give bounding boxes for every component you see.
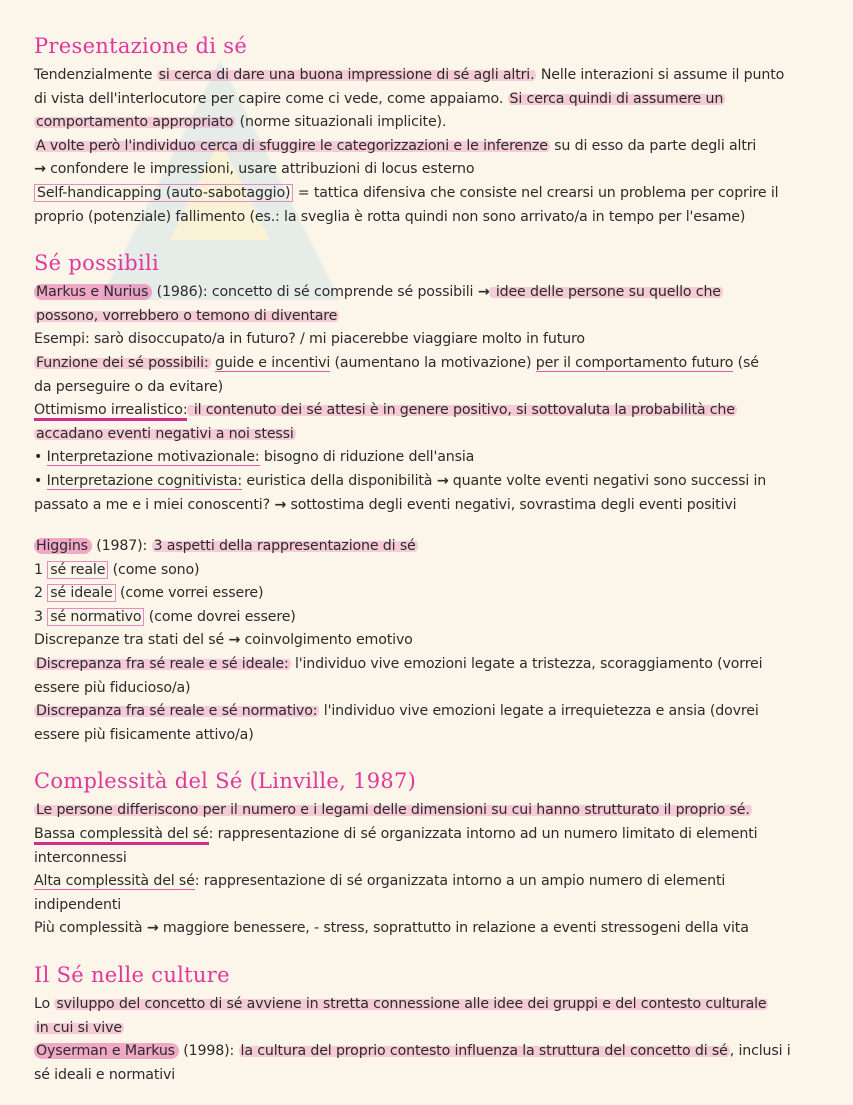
list-number: 2 [34, 585, 48, 602]
text: euristica della disponibilità [242, 472, 437, 489]
bullet: • [34, 449, 47, 466]
text-line [34, 917, 824, 941]
section-title: Sé possibili [34, 251, 160, 276]
highlight: Le persone differiscono per il numero e i legami delle dimensioni su cui hanno strutturato il proprio sé. [36, 802, 750, 819]
text-line: indipendenti [34, 896, 122, 913]
section-title: Complessità del Sé (Linville, 1987) [34, 769, 417, 794]
text-line [34, 64, 824, 88]
text-line: da perseguire o da evitare) [34, 378, 224, 395]
underlined-term: per il comportamento futuro [535, 354, 734, 371]
section-culture [34, 959, 824, 1087]
text-line [34, 494, 824, 518]
text: quante volte eventi negativi sono successi in [448, 472, 767, 489]
text: su di esso da parte degli altri [549, 137, 757, 154]
text: (sé [733, 354, 759, 371]
text-line [34, 446, 824, 470]
text-line [34, 582, 824, 606]
text-line: proprio (potenziale) fallimento (es.: la sveglia è rotta quindi non sono arrivato/a in tempo per l'esame) [34, 208, 746, 225]
highlight: comportamento appropriato [36, 114, 234, 131]
text-line [34, 606, 824, 630]
section-title: Presentazione di sé [34, 34, 248, 58]
arrow-icon: → [477, 284, 490, 301]
text: l'individuo vive emozioni legate a irrequietezza e ansia (dovrei [319, 703, 759, 720]
underlined-term: guide e incentivi [214, 354, 331, 371]
underlined-term: Bassa complessità del sé [34, 826, 209, 845]
text: Discrepanze tra stati del sé [34, 632, 229, 649]
text: = tattica difensiva che consiste nel crearsi un problema per coprire il [293, 184, 779, 201]
text-line [34, 182, 824, 206]
text: confondere le impressioni, usare attribuzioni di locus esterno [45, 161, 475, 178]
text-line [34, 1040, 824, 1064]
highlight: accadano eventi negativi a noi stessi [36, 425, 294, 442]
text: Nelle interazioni si assume il punto [536, 67, 785, 83]
text: l'individuo vive emozioni legate a tristezza, scoraggiamento (vorrei [290, 656, 763, 673]
text-line [34, 111, 824, 135]
arrow-icon: → [146, 920, 159, 937]
text: (come vorrei essere) [115, 585, 264, 602]
section-title: Il Sé nelle culture [34, 963, 230, 987]
text-line [34, 305, 824, 329]
highlight: sviluppo del concetto di sé avviene in stretta connessione alle idee dei gruppi e del contesto culturale [56, 996, 767, 1012]
text-line [34, 423, 824, 447]
arrow-icon: → [228, 632, 241, 649]
text-line: interconnessi [34, 849, 127, 866]
text: coinvolgimento emotivo [240, 632, 413, 649]
text-line [34, 993, 824, 1017]
text-line [34, 399, 824, 423]
section-se-possibili [34, 247, 824, 517]
highlight: idee delle persone su quello che [491, 284, 721, 301]
text: sottostima degli eventi negativi, sovrastima degli eventi positivi [286, 496, 737, 513]
text-line: sé ideali e normativi [34, 1066, 176, 1083]
text: (come sono) [108, 561, 200, 578]
highlight: il contenuto dei sé attesi è in genere positivo, si sottovaluta la probabilità che [189, 402, 735, 419]
text-line [34, 823, 824, 847]
text: , inclusi i [729, 1043, 791, 1060]
text: passato a me e i miei conoscenti? [34, 496, 275, 513]
highlight: Funzione dei sé possibili: [36, 354, 209, 371]
boxed-term: Self-handicapping (auto-sabotaggio) [34, 184, 293, 202]
text: (1998): [178, 1043, 239, 1060]
author-highlight: Markus e Nurius [34, 284, 152, 300]
highlight: possono, vorrebbero o temono di diventare [36, 307, 338, 324]
text: (norme situazionali implicite). [235, 114, 447, 131]
list-number: 3 [34, 608, 48, 625]
list-number: 1 [34, 561, 48, 578]
highlight: Discrepanza fra sé reale e sé normativo: [36, 703, 318, 720]
highlight: 3 aspetti della rappresentazione di sé [153, 538, 416, 555]
text: (1987): [91, 538, 152, 555]
underlined-term: Interpretazione motivazionale: [46, 449, 260, 466]
section-presentazione [34, 30, 824, 229]
underlined-term: Ottimismo irrealistico: [34, 402, 187, 421]
text-line [34, 653, 824, 677]
text: (aumentano la motivazione) [330, 354, 536, 371]
text: Tendenzialmente [34, 67, 157, 83]
section-higgins [34, 535, 824, 747]
bullet: • [34, 472, 47, 489]
section-complessita [34, 765, 824, 941]
text: : rappresentazione di sé organizzata intorno ad un numero limitato di elementi [208, 826, 758, 843]
text-line [34, 799, 824, 823]
boxed-term: sé normativo [47, 608, 144, 626]
text: : rappresentazione di sé organizzata intorno a un ampio numero di elementi [194, 873, 726, 890]
highlight: si cerca di dare una buona impressione di sé agli altri. [158, 67, 535, 83]
text: Lo [34, 996, 55, 1012]
text-line [34, 352, 824, 376]
text-line [34, 700, 824, 724]
highlight: in cui si vive [36, 1019, 122, 1036]
author-highlight: Higgins [34, 538, 92, 554]
text-line [34, 1017, 824, 1041]
underlined-term: Alta complessità del sé [34, 873, 195, 890]
text-line [34, 88, 824, 112]
text-line [34, 870, 824, 894]
text: maggiore benessere, - stress, soprattutto in relazione a eventi stressogeni della vita [158, 920, 749, 937]
underlined-term: Interpretazione cognitivista: [46, 472, 243, 489]
text-line: essere più fisicamente attivo/a) [34, 726, 254, 743]
text-line [34, 470, 824, 494]
highlight: Si cerca quindi di assumere un [509, 90, 724, 107]
text: di vista dell'interlocutore per capire come ci vede, come appaiamo. [34, 90, 508, 107]
arrow-icon: → [34, 161, 46, 178]
boxed-term: sé ideale [47, 584, 115, 602]
author-highlight: Oyserman e Markus [34, 1043, 179, 1059]
text-line [34, 535, 824, 559]
text-line [34, 158, 824, 182]
highlight: A volte però l'individuo cerca di sfuggire le categorizzazioni e le inferenze [36, 137, 548, 154]
arrow-icon: → [274, 496, 287, 513]
text-line: Esempi: sarò disoccupato/a in futuro? / mi piacerebbe viaggiare molto in futuro [34, 331, 585, 348]
arrow-icon: → [436, 472, 449, 489]
boxed-term: sé reale [47, 561, 108, 579]
highlight: la cultura del proprio contesto influenza la struttura del concetto di sé [240, 1043, 728, 1060]
text-line: essere più fiducioso/a) [34, 679, 191, 696]
text: (1986): concetto di sé comprende sé possibili [152, 284, 478, 301]
text-line [34, 281, 824, 305]
text: Più complessità [34, 920, 147, 937]
highlight: Discrepanza fra sé reale e sé ideale: [36, 656, 289, 673]
text-line [34, 559, 824, 583]
text: (come dovrei essere) [144, 608, 296, 625]
text-line [34, 135, 824, 159]
text-line [34, 629, 824, 653]
text: bisogno di riduzione dell'ansia [259, 449, 475, 466]
notes-page [34, 30, 824, 1105]
